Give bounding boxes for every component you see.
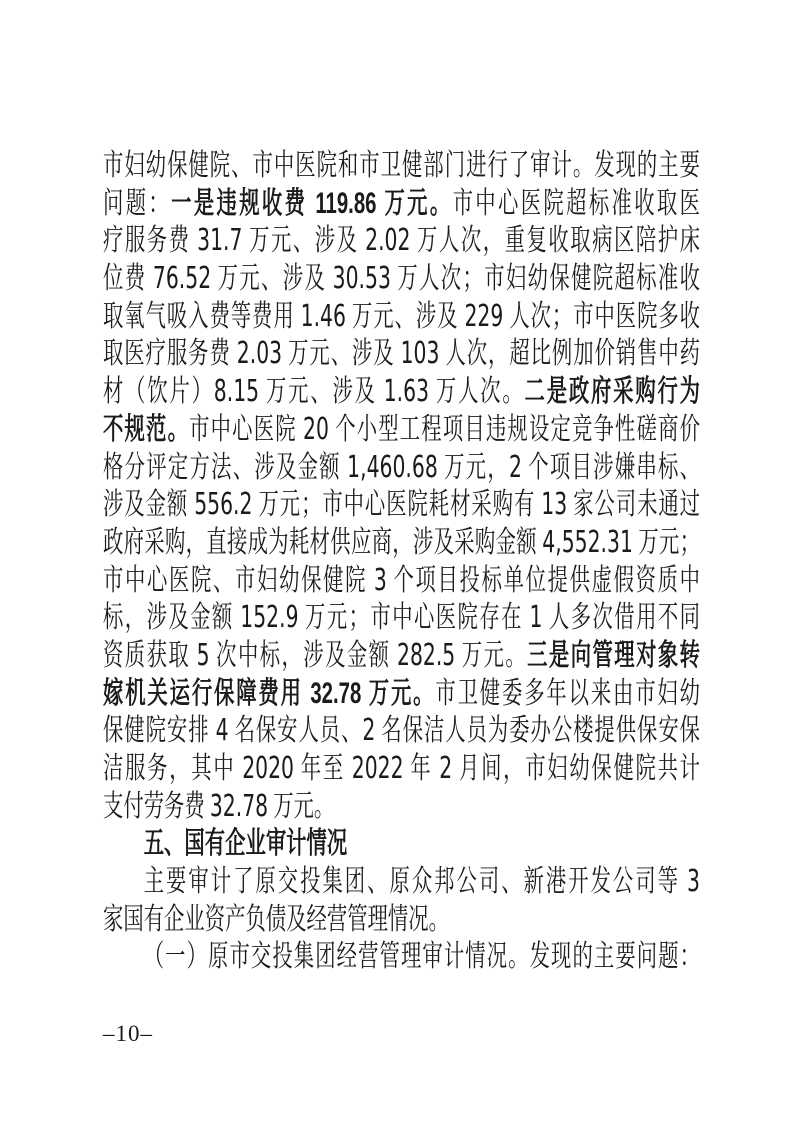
body-text: 市妇幼保健院、市中医院和市卫健部门进行了审计。发现的主要 xyxy=(103,149,700,182)
paragraph-line xyxy=(103,788,700,826)
numeric-text: 20 xyxy=(303,411,329,447)
paragraph-line xyxy=(103,712,700,750)
paragraph-line xyxy=(103,750,700,788)
paragraph-line xyxy=(103,185,700,223)
numeric-text: 556.2 xyxy=(194,487,253,523)
numeric-text: 2 xyxy=(362,713,376,749)
numeric-text: 1,460.68 xyxy=(347,449,438,485)
paragraph-line xyxy=(103,637,700,675)
document-text xyxy=(103,147,700,976)
numeric-text: 4,552.31 xyxy=(542,524,633,560)
paragraph-line xyxy=(103,298,700,336)
numeric-text: 76.52 xyxy=(152,261,212,297)
numeric-text: 3 xyxy=(373,562,387,598)
paragraph-line xyxy=(103,373,700,411)
body-text: 问题： xyxy=(103,186,172,220)
paragraph-line xyxy=(103,901,700,939)
body-text: 涉及金额 556.2 万元；市中心医院耗材采购有 13 家公司未通过 xyxy=(103,487,701,523)
paragraph-line xyxy=(103,147,700,185)
paragraph-line xyxy=(103,599,700,637)
numeric-text: 1.46 xyxy=(300,298,346,334)
body-text: 取氧气吸入费等费用 1.46 万元、涉及 229 人次；市中医院多收 xyxy=(103,298,701,334)
emphasis-text: 一是违规收费 119.86 万元。 xyxy=(171,186,453,220)
paragraph-line xyxy=(103,486,700,524)
body-text: 支付劳务费 32.78 万元。 xyxy=(103,788,335,824)
body-text: （一）原市交投集团经营管理审计情况。发现的主要问题： xyxy=(143,940,700,974)
body-text: 主要审计了原交投集团、原众邦公司、新港开发公司等 3 xyxy=(143,864,700,900)
body-text: 市卫健委多年以来由市妇幼 xyxy=(435,676,700,710)
page-number: –10– xyxy=(103,1021,153,1046)
numeric-text: 30.53 xyxy=(332,261,391,297)
paragraph-line xyxy=(103,675,700,713)
body-text: 市中心医院超标准收取医 xyxy=(452,186,701,220)
emphasis-text: 五、国有企业审计情况 xyxy=(143,827,348,861)
paragraph-line xyxy=(103,260,700,298)
body-text: 格分评定方法、涉及金额 1,460.68 万元，2 个项目涉嫌串标、 xyxy=(103,449,700,485)
emphasis-text: 二是政府采购行为 xyxy=(524,375,701,409)
numeric-text: 13 xyxy=(541,487,568,523)
emphasis-text: 三是向管理对象转 xyxy=(527,638,701,672)
body-text: 市中心医院、市妇幼保健院 3 个项目投标单位提供虚假资质中 xyxy=(103,562,701,598)
paragraph-line xyxy=(103,411,700,449)
numeric-text: 31.7 xyxy=(197,223,243,259)
numeric-text: 2020 xyxy=(242,751,295,786)
emphasis-text: 不规范。 xyxy=(103,412,190,446)
numeric-text: 2 xyxy=(439,751,453,786)
paragraph-line xyxy=(103,562,700,600)
numeric-text: 103 xyxy=(400,336,440,372)
body-text: 取医疗服务费 2.03 万元、涉及 103 人次，超比例加价销售中药 xyxy=(103,336,701,372)
body-text: 洁服务，其中 2020 年至 2022 年 2 月间，市妇幼保健院共计 xyxy=(103,751,701,786)
body-text: 政府采购，直接成为耗材供应商，涉及采购金额 4,552.31 万元； xyxy=(103,524,701,560)
section-heading xyxy=(103,825,700,863)
paragraph-line xyxy=(103,222,700,260)
numeric-text: 2.02 xyxy=(365,223,411,259)
paragraph-line xyxy=(103,863,700,901)
body-text: 标，涉及金额 152.9 万元；市中心医院存在 1 人多次借用不同 xyxy=(103,600,701,636)
numeric-text: 2.03 xyxy=(236,336,283,372)
numeric-text: 32.78 xyxy=(209,788,269,824)
body-text: 材（饮片）8.15 万元、涉及 1.63 万人次。 xyxy=(103,374,525,410)
paragraph-line xyxy=(103,449,700,487)
numeric-text: 8.15 xyxy=(213,374,260,410)
body-text: 保健院安排 4 名保安人员、2 名保洁人员为委办公楼提供保安保 xyxy=(103,713,701,749)
paragraph-line xyxy=(103,524,700,562)
body-text: 市中心医院 20 个小型工程项目违规设定竞争性磋商价 xyxy=(189,411,701,447)
body-text: 家国有企业资产负债及经营管理情况。 xyxy=(103,902,449,936)
numeric-text: 2022 xyxy=(351,751,404,786)
numeric-text: 2 xyxy=(509,449,522,485)
numeric-text: 1.63 xyxy=(383,374,430,410)
numeric-text: 3 xyxy=(687,864,700,900)
emphasis-text: 嫁机关运行保障费用 32.78 万元。 xyxy=(103,676,436,710)
subsection-heading xyxy=(103,938,700,976)
numeric-text: 282.5 xyxy=(396,637,456,673)
numeric-text: 4 xyxy=(215,713,229,749)
paragraph-line xyxy=(103,335,700,373)
numeric-text: 5 xyxy=(196,637,210,673)
numeric-text: 229 xyxy=(464,298,504,334)
numeric-text: 152.9 xyxy=(240,600,299,636)
numeric-text: 1 xyxy=(529,600,543,636)
body-text: 资质获取 5 次中标，涉及金额 282.5 万元。 xyxy=(103,637,528,673)
body-text: 疗服务费 31.7 万元、涉及 2.02 万人次，重复收取病区陪护床 xyxy=(103,223,701,259)
body-text: 位费 76.52 万元、涉及 30.53 万人次；市妇幼保健院超标准收 xyxy=(103,261,701,297)
